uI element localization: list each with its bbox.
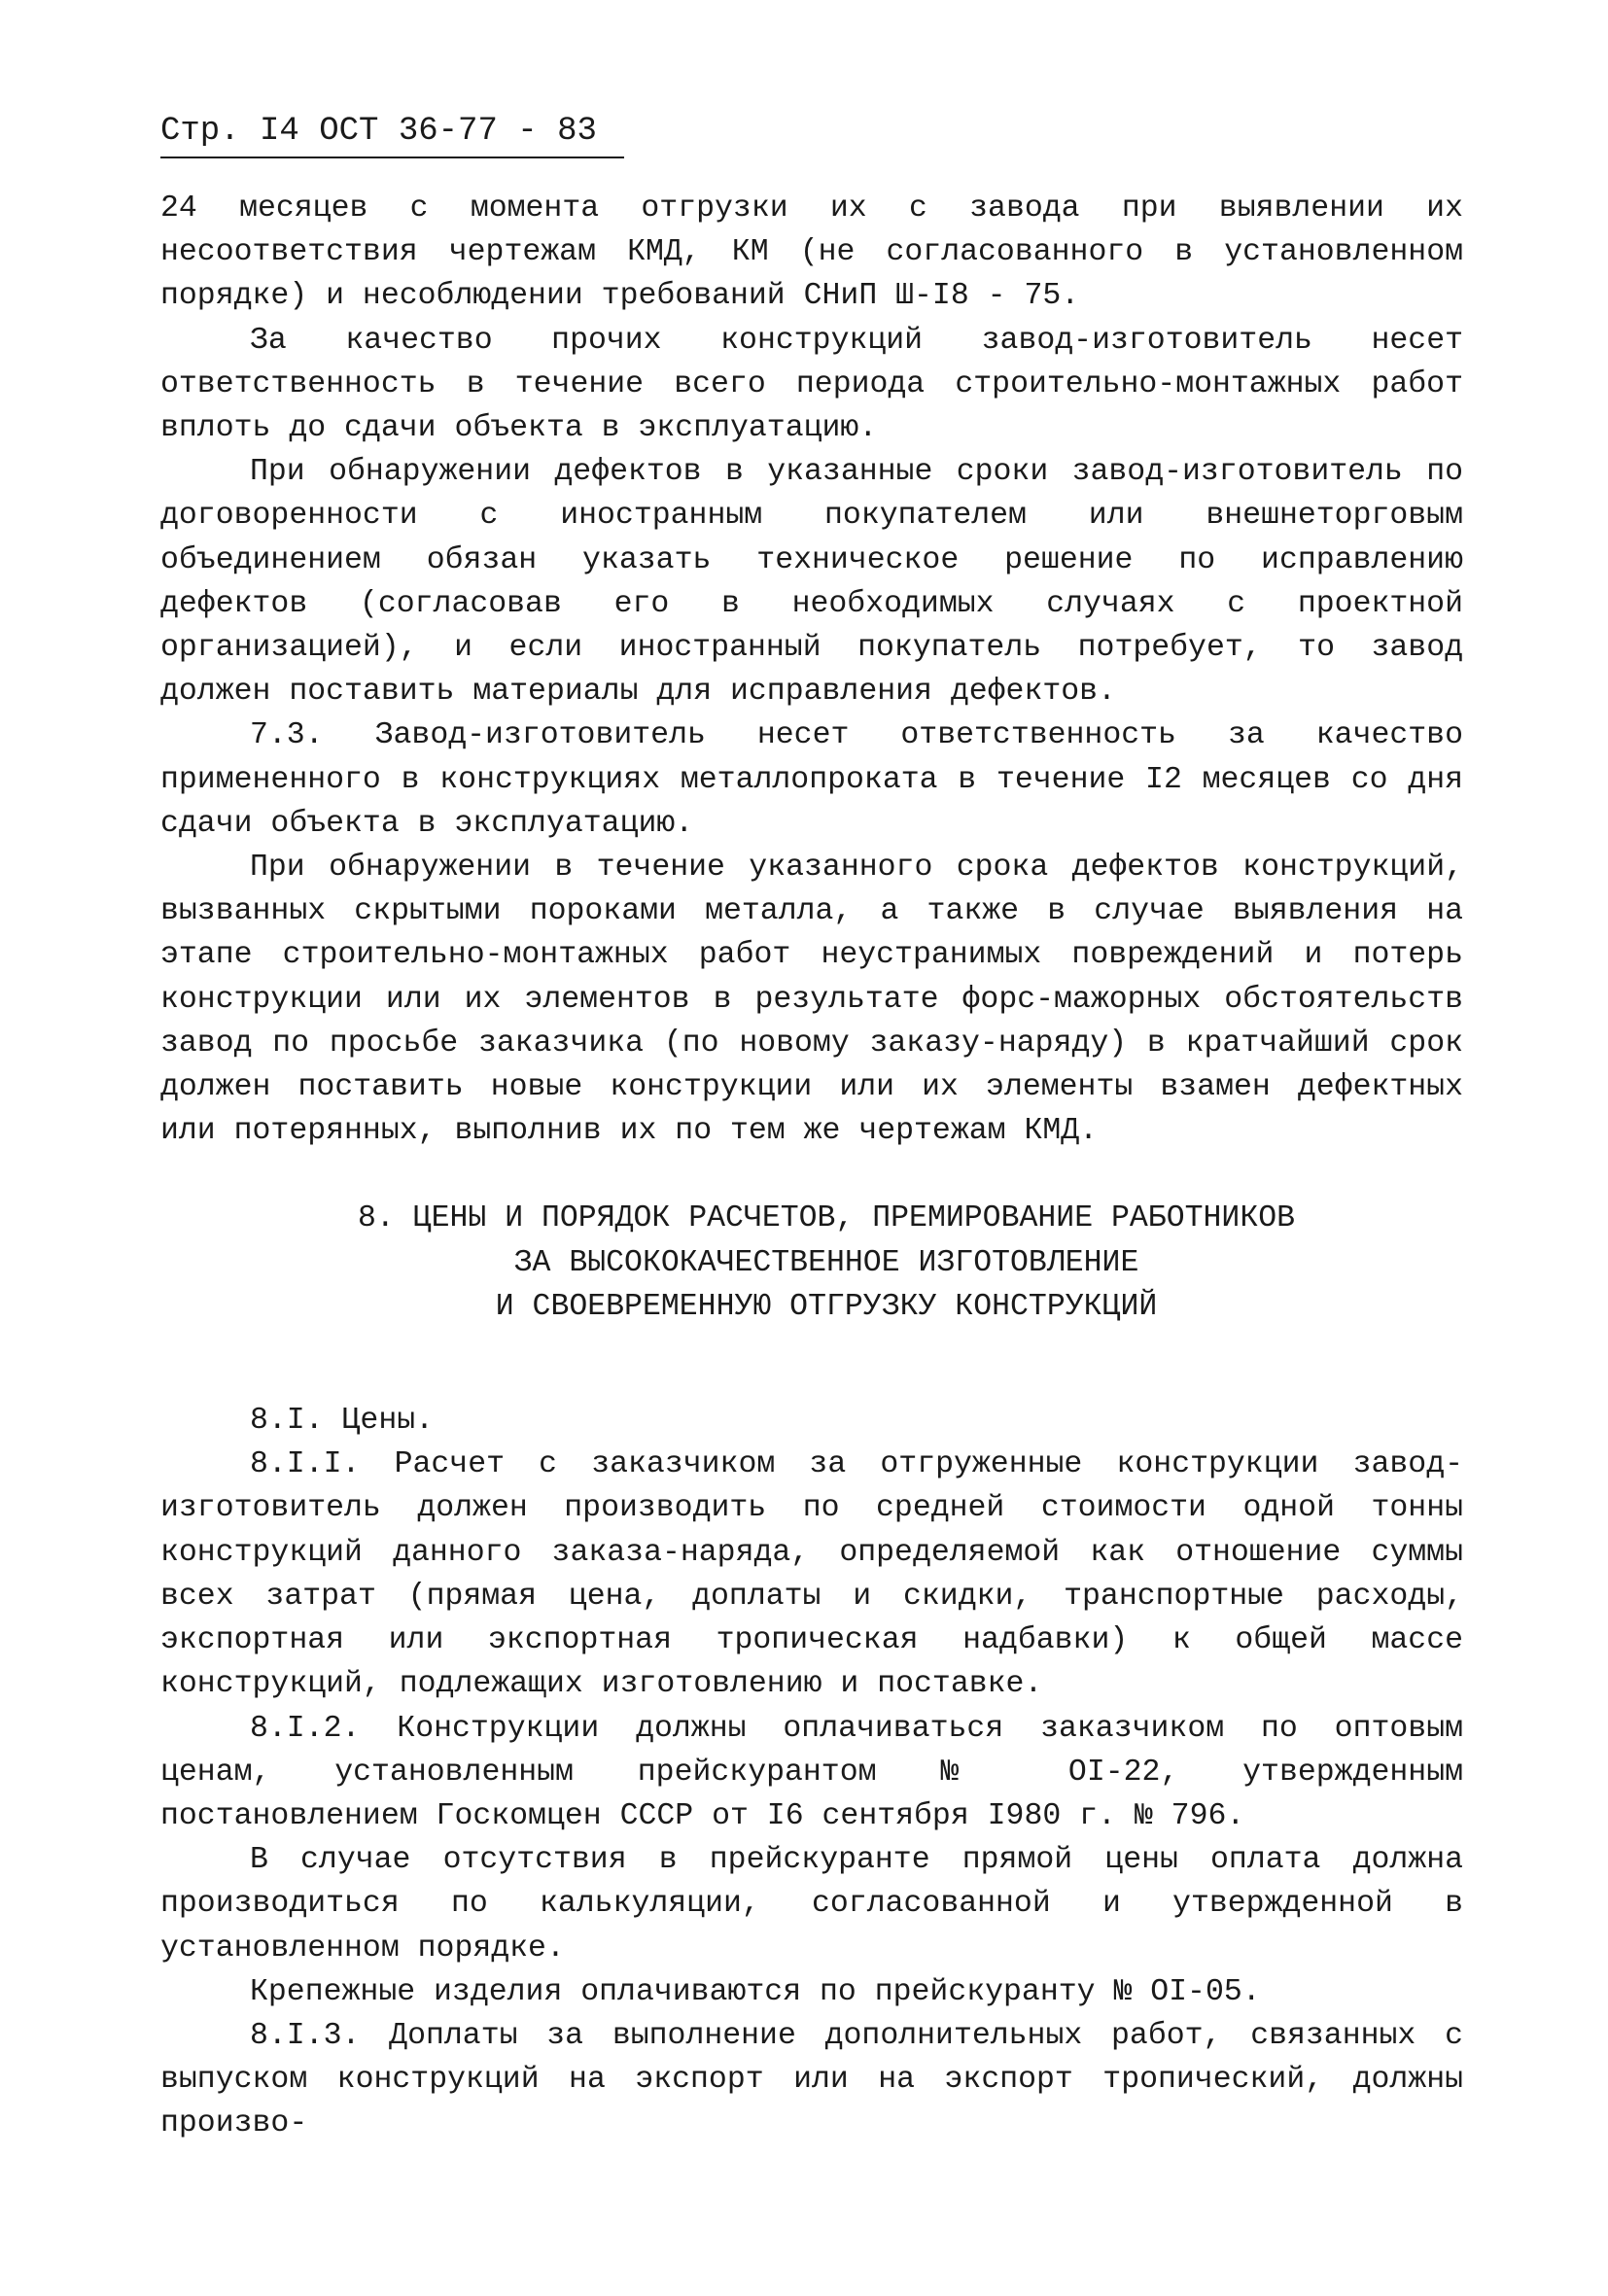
section-heading-line: ЗА ВЫСОКОКАЧЕСТВЕННОЕ ИЗГОТОВЛЕНИЕ [513, 1245, 1139, 1280]
page-header: Стр. I4 ОСТ 36-77 - 83 [160, 112, 624, 158]
paragraph: При обнаружении в течение указанного срока дефектов конструкций, вызванных скрытыми пороками металла, а также в случае выявления на этапе строительно-монтажных работ неустранимых повреждений и потерь конструкции или их элементов в результате форс-мажорных обстоятельств завод по просьбе заказчика (по новому заказу-наряду) в кратчайший срок должен поставить новые конструкции или их элементы взамен дефектных или потерянных, выполнив их по тем же чертежам КМД. [160, 851, 1463, 1149]
paragraph: В случае отсутствия в прейскуранте прямой цены оплата должна производиться по калькуляции, согласованной и утвержденной в установленном порядке. [160, 1843, 1463, 1966]
section-heading-line: И СВОЕВРЕМЕННУЮ ОТГРУЗКУ КОНСТРУКЦИЙ [495, 1289, 1158, 1324]
paragraph: При обнаружении дефектов в указанные сроки завод-изготовитель по договоренности с иностранным покупателем или внешнеторговым объединением обязан указать техническое решение по исправлению дефектов (согласовав его в необходимых случаях с проектной организацией), и если иностранный покупатель потребует, то завод должен поставить материалы для исправления дефектов. [160, 455, 1463, 710]
spacer [160, 1329, 1463, 1399]
clause-8-1-2: 8.I.2. Конструкции должны оплачиваться заказчиком по оптовым ценам, установленным прейскурантом № ОI-22, утвержденным постановлением Госкомцен СССР от I6 сентября I980 г. № 796. [160, 1711, 1463, 1833]
clause-7-3: 7.3. Завод-изготовитель несет ответственность за качество примененного в конструкциях металлопроката в течение I2 месяцев со дня сдачи объекта в эксплуатацию. [160, 718, 1463, 841]
paragraph: Крепежные изделия оплачиваются по прейскуранту № ОI-05. [250, 1974, 1261, 2009]
paragraph: 24 месяцев с момента отгрузки их с завода при выявлении их несоответствия чертежам КМД, КМ (не согласованного в установленном порядке) и несоблюдении требований СНиП Ш-I8 - 75. [160, 191, 1463, 314]
section-heading-line: 8. ЦЕНЫ И ПОРЯДОК РАСЧЕТОВ, ПРЕМИРОВАНИЕ РАБОТНИКОВ [357, 1201, 1296, 1236]
document-body [160, 187, 1463, 2146]
clause-8-1-3: 8.I.3. Доплаты за выполнение дополнительных работ, связанных с выпуском конструкций на экспорт или на экспорт тропический, должны произво- [160, 2018, 1463, 2141]
paragraph: За качество прочих конструкций завод-изготовитель несет ответственность в течение всего периода строительно-монтажных работ вплоть до сдачи объекта в эксплуатацию. [160, 323, 1463, 446]
clause-8-1: 8.I. Цены. [250, 1404, 435, 1439]
section-8-heading [160, 1197, 1463, 1329]
clause-8-1-1: 8.I.I. Расчет с заказчиком за отгруженные конструкции завод-изготовитель должен производить по средней стоимости одной тонны конструкций данного заказа-наряда, определяемой как отношение суммы всех затрат (прямая цена, доплаты и скидки, транспортные расходы, экспортная или экспортная тропическая надбавки) к общей массе конструкций, подлежащих изготовлению и поставке. [160, 1447, 1463, 1702]
